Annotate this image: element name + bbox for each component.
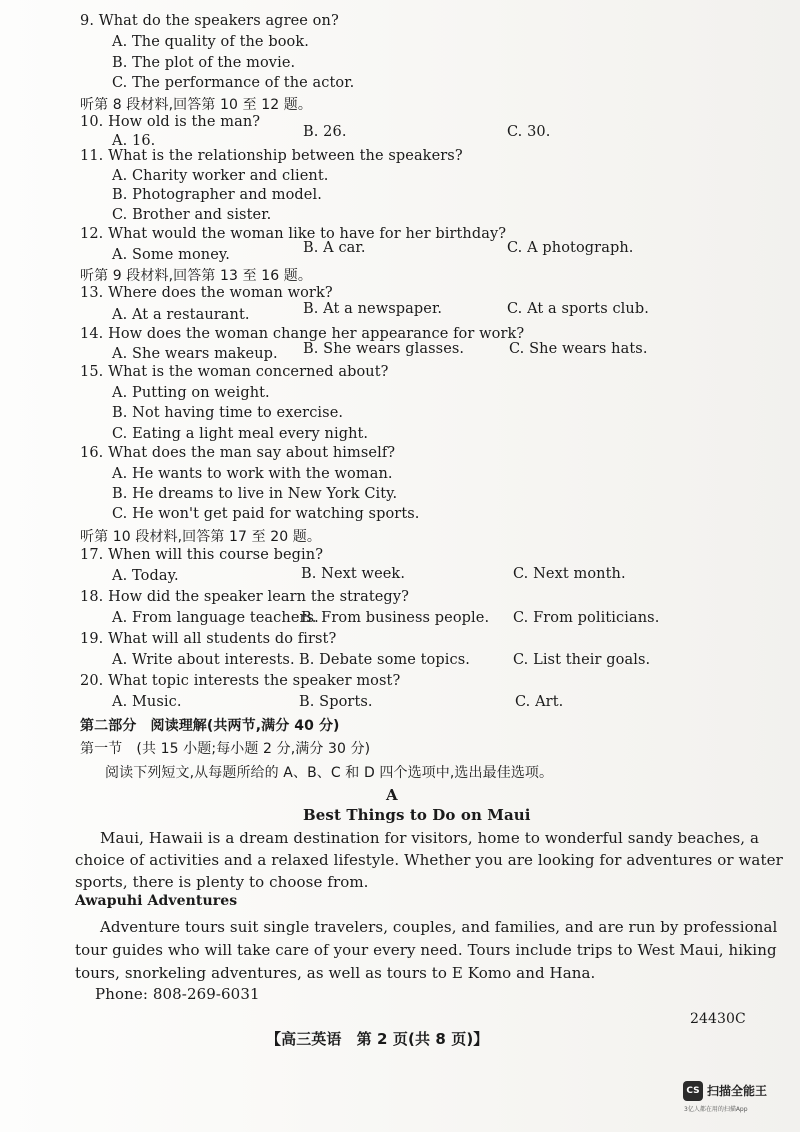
scanner-tagline: 3亿人都在用的扫描App [684,1106,748,1113]
section-8-instruction: 听第 8 段材料,回答第 10 至 12 题。 [80,97,312,113]
question-20-option-c: C. Art. [515,694,564,710]
question-19-option-a: A. Write about interests. [112,652,295,668]
question-19-option-b: B. Debate some topics. [299,652,470,668]
question-11-option-c: C. Brother and sister. [112,207,272,223]
question-16-stem: 16. What does the man say about himself? [80,445,396,461]
passage-intro-line-2: choice of activities and a relaxed lifestyle. Whether you are looking for adventures or water [75,851,783,869]
question-16-option-c: C. He won't get paid for watching sports. [112,506,420,522]
part-2-section-1: 第一节 (共 15 小题;每小题 2 分,满分 30 分) [80,741,371,757]
passage-body-line-2: tour guides who will take care of your every need. Tours include trips to West Maui, hiking [75,941,777,959]
passage-body-line-3: tours, snorkeling adventures, as well as tours to E Komo and Hana. [75,964,596,982]
question-18-option-b: B. From business people. [301,610,490,626]
question-10-option-c: C. 30. [507,124,551,140]
scanner-logo-icon: CS [683,1081,703,1101]
question-15-stem: 15. What is the woman concerned about? [80,364,389,380]
question-9-option-c: C. The performance of the actor. [112,75,355,91]
passage-phone: Phone: 808-269-6031 [95,985,260,1003]
question-11-option-a: A. Charity worker and client. [112,168,329,184]
question-17-option-a: A. Today. [112,568,179,584]
question-13-option-c: C. At a sports club. [507,301,649,317]
question-15-option-c: C. Eating a light meal every night. [112,426,369,442]
question-14-option-c: C. She wears hats. [509,341,648,357]
question-14-option-b: B. She wears glasses. [303,341,465,357]
question-10-stem: 10. How old is the man? [80,114,261,130]
question-18-option-c: C. From politicians. [513,610,660,626]
question-20-stem: 20. What topic interests the speaker most? [80,673,401,689]
passage-letter: A [386,786,398,804]
question-20-option-b: B. Sports. [299,694,373,710]
question-17-option-c: C. Next month. [513,566,626,582]
question-12-option-b: B. A car. [303,240,366,256]
question-18-stem: 18. How did the speaker learn the strategy? [80,589,409,605]
question-12-option-a: A. Some money. [112,247,230,263]
question-11-option-b: B. Photographer and model. [112,187,322,203]
passage-intro-line-1: Maui, Hawaii is a dream destination for visitors, home to wonderful sandy beaches, a [100,829,760,847]
section-9-instruction: 听第 9 段材料,回答第 13 至 16 题。 [80,268,312,284]
question-11-stem: 11. What is the relationship between the speakers? [80,148,463,164]
scanner-brand: 扫描全能王 [707,1084,768,1098]
question-15-option-b: B. Not having time to exercise. [112,405,344,421]
passage-title: Best Things to Do on Maui [303,806,531,824]
part-2-title: 第二部分 阅读理解(共两节,满分 40 分) [80,718,340,734]
part-2-instruction: 阅读下列短文,从每题所给的 A、B、C 和 D 四个选项中,选出最佳选项。 [105,765,554,781]
question-15-option-a: A. Putting on weight. [112,385,270,401]
question-10-option-b: B. 26. [303,124,347,140]
question-18-option-a: A. From language teachers. [112,610,319,626]
question-20-option-a: A. Music. [112,694,182,710]
question-17-option-b: B. Next week. [301,566,406,582]
question-17-stem: 17. When will this course begin? [80,547,324,563]
question-13-stem: 13. Where does the woman work? [80,285,333,301]
question-13-option-a: A. At a restaurant. [112,307,250,323]
question-14-stem: 14. How does the woman change her appearance for work? [80,326,525,342]
passage-body-line-1: Adventure tours suit single travelers, couples, and families, and are run by professional [100,918,778,936]
passage-subheading: Awapuhi Adventures [75,893,238,909]
passage-intro-line-3: sports, there is plenty to choose from. [75,873,369,891]
question-14-option-a: A. She wears makeup. [112,346,278,362]
question-19-option-c: C. List their goals. [513,652,651,668]
question-13-option-b: B. At a newspaper. [303,301,443,317]
question-12-stem: 12. What would the woman like to have for her birthday? [80,226,507,242]
question-10-option-a: A. 16. [112,133,156,149]
question-19-stem: 19. What will all students do first? [80,631,337,647]
question-9-option-a: A. The quality of the book. [112,34,309,50]
page-label: 【高三英语 第 2 页(共 8 页)】 [266,1030,489,1048]
question-16-option-b: B. He dreams to live in New York City. [112,486,398,502]
question-16-option-a: A. He wants to work with the woman. [112,466,393,482]
section-10-instruction: 听第 10 段材料,回答第 17 至 20 题。 [80,529,321,545]
question-12-option-c: C. A photograph. [507,240,634,256]
question-9-option-b: B. The plot of the movie. [112,55,296,71]
question-9-stem: 9. What do the speakers agree on? [80,13,339,29]
exam-code: 24430C [690,1011,746,1027]
